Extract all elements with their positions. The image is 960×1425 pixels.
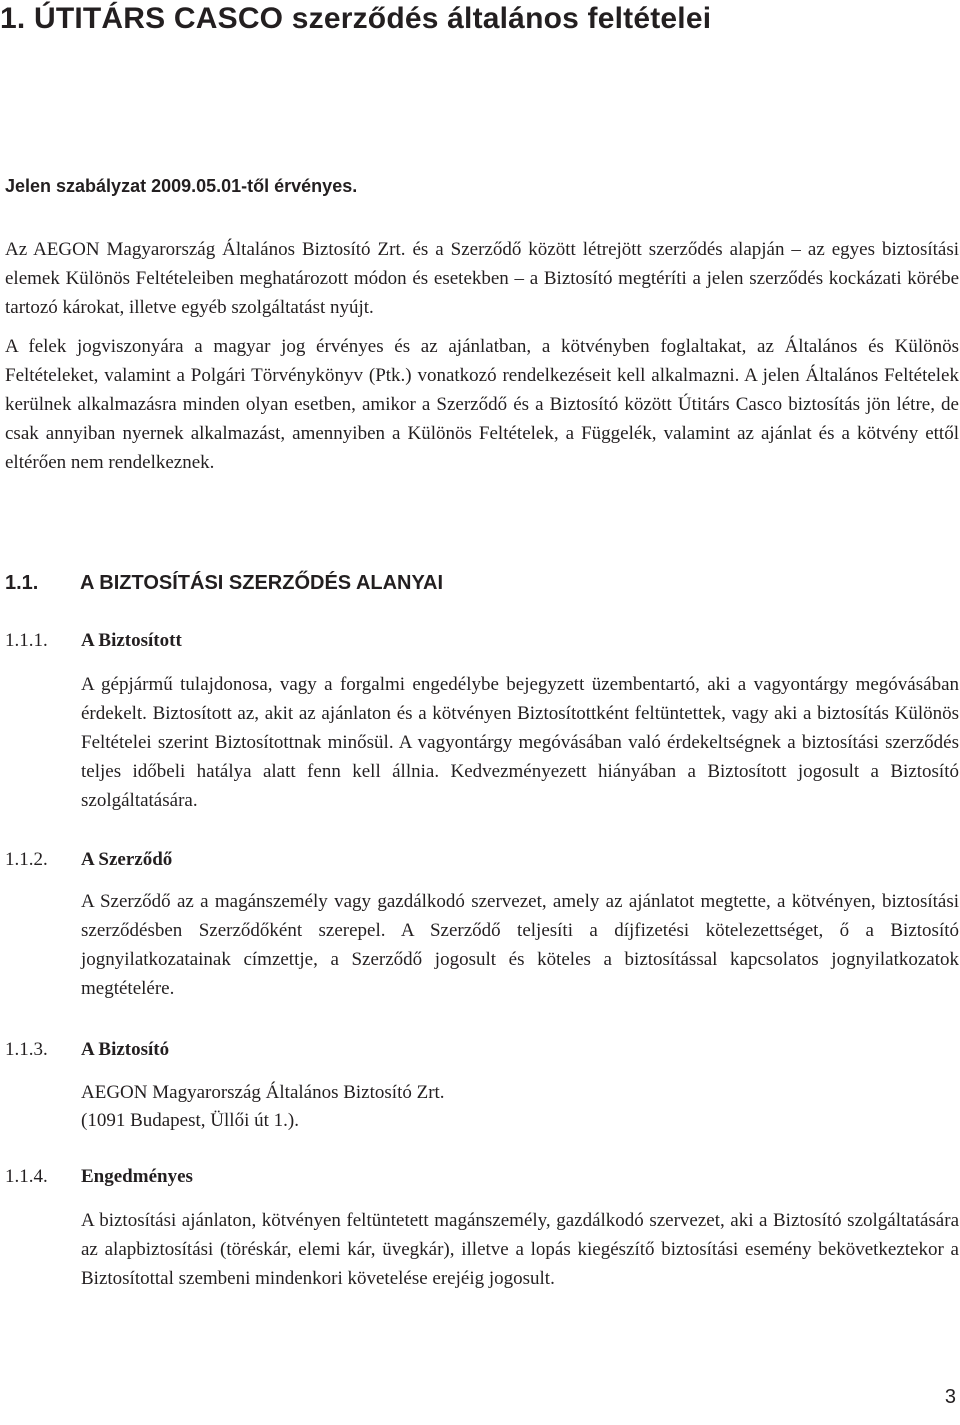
- intro-paragraph: Az AEGON Magyarország Általános Biztosító Zrt. és a Szerződő között létrejött szerződés alapján – az egyes biztosítási elemek Különös Feltételeiben meghatározott módon és esetekben – a Biztosító megtéríti a jelen szerződés kockázati körébe tartozó károkat, illetve egyéb szolgáltatást nyújt.: [5, 239, 959, 318]
- subsection-number: 1.1.4.: [5, 1166, 48, 1187]
- page-number: 3: [944, 1386, 956, 1408]
- section-title: A BIZTOSÍTÁSI SZERZŐDÉS ALANYAI: [80, 572, 443, 594]
- subsection-number: 1.1.1.: [5, 630, 48, 651]
- subsection-body: A Szerződő az a magánszemély vagy gazdálkodó szervezet, amely az ajánlatot megtette, a kötvényen, biztosítási szerződésben Szerződőként szerepel. A Szerződő teljesíti a díjfizetési kötelezettséget, ő a Biztosító jognyilatkozatainak címzettje, a Szerződő jogosult és köteles a biztosítással kapcsolatos jognyilatkozatok megtételére.: [81, 891, 959, 999]
- subsection-body: A gépjármű tulajdonosa, vagy a forgalmi engedélybe bejegyzett üzembentartó, aki a vagyontárgy megóvásában érdekelt. Biztosított az, akit az ajánlaton és a kötvényen Biztosítottként feltüntettek, vagy aki a biztosítás Különös Feltételei szerint Biztosítottnak minősül. A vagyontárgy megóvásában való érdekeltségnek a biztosítási szerződés teljes időbeli hatálya alatt fenn kell állnia. Kedvezményezett hiányában a Biztosított jogosult a Biztosító szolgáltatására.: [81, 674, 959, 811]
- subsection-title: A Szerződő: [81, 849, 173, 870]
- validity-statement: Jelen szabályzat 2009.05.01-től érvényes.: [5, 176, 358, 196]
- intro-paragraph: A felek jogviszonyára a magyar jog érvényes és az ajánlatban, a kötvényben foglaltakat, az Általános és Különös Feltételeket, valamint a Polgári Törvénykönyv (Ptk.) vonatkozó rendelkezéseit kell alkalmazni. A jelen Általános Feltételek kerülnek alkalmazásra minden olyan esetben, amikor a Szerződő és a Biztosító között Útitárs Casco biztosítás jön létre, de csak annyiban nyernek alkalmazást, amennyiben a Különös Feltételek, a Függelék, valamint az ajánlat és a kötvény ettől eltérően nem rendelkeznek.: [5, 336, 959, 473]
- insurer-address: (1091 Budapest, Üllői út 1.).: [81, 1110, 299, 1131]
- subsection-number: 1.1.2.: [5, 849, 48, 870]
- document-title: 1. ÚTITÁRS CASCO szerződés általános feltételei: [0, 2, 712, 35]
- subsection-title: A Biztosított: [81, 630, 182, 651]
- subsection-number: 1.1.3.: [5, 1039, 48, 1060]
- insurer-name: AEGON Magyarország Általános Biztosító Zrt.: [81, 1082, 445, 1103]
- section-number: 1.1.: [5, 572, 39, 594]
- subsection-title: A Biztosító: [81, 1039, 170, 1060]
- subsection-title: Engedményes: [81, 1166, 193, 1187]
- subsection-body: A biztosítási ajánlaton, kötvényen feltüntetett magánszemély, gazdálkodó szervezet, aki a Biztosító szolgáltatására az alapbiztosítási (töréskár, elemi kár, üvegkár), illetve a lopás kiegészítő biztosítási esemény bekövetkeztekor a Biztosítottal szembeni mindenkori követelése erejéig jogosult.: [81, 1210, 959, 1289]
